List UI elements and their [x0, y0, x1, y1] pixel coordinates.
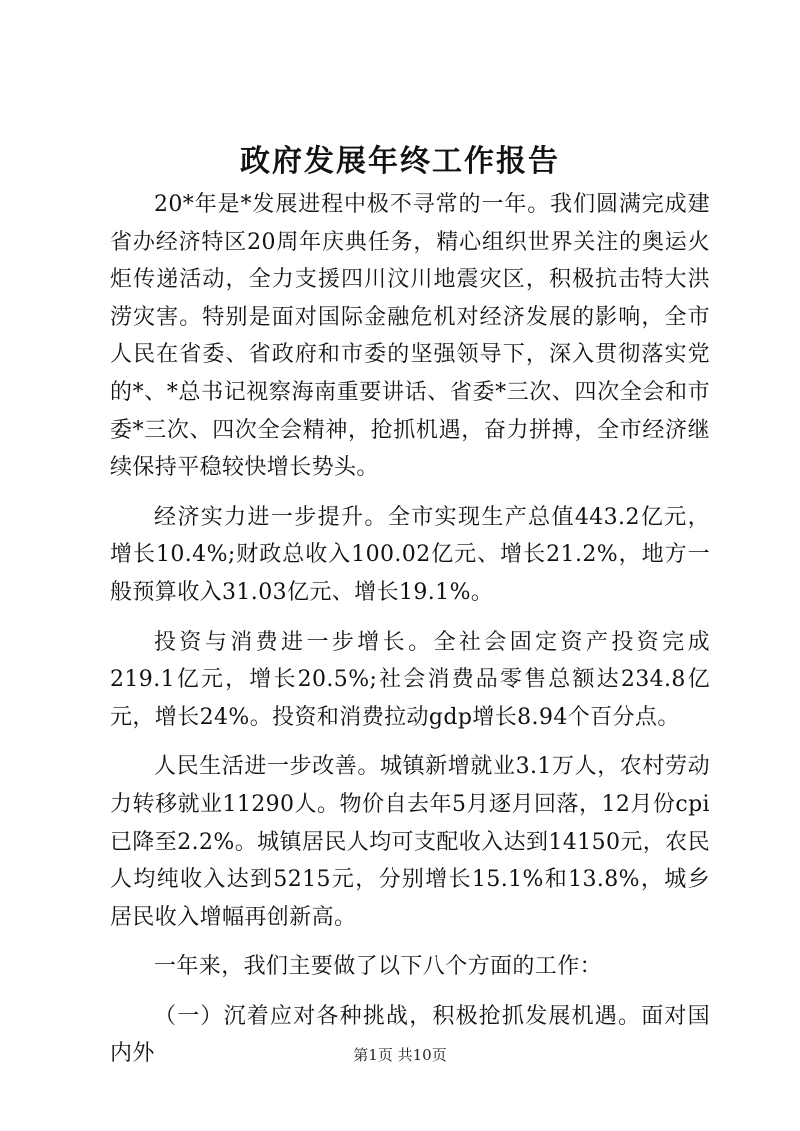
document-body: [110, 186, 710, 1085]
paragraph-economy: 经济实力进一步提升。全市实现生产总值443.2亿元，增长10.4%;财政总收入100.02亿元、增长21.2%，地方一般预算收入31.03亿元、增长19.1%。: [110, 504, 710, 605]
paragraph-intro: 20*年是*发展进程中极不寻常的一年。我们圆满完成建省办经济特区20周年庆典任务，精心组织世界关注的奥运火炬传递活动，全力支援四川汶川地震灾区，积极抗击特大洪涝灾害。特别是面对国际金融危机对经济发展的影响，全市人民在省委、省政府和市委的坚强领导下，深入贯彻落实党的*、*总书记视察海南重要讲话、省委*三次、四次全会和市委*三次、四次全会精神，抢抓机遇，奋力拼搏，全市经济继续保持平稳较快增长势头。: [110, 192, 710, 481]
document-title: 政府发展年终工作报告: [240, 144, 560, 179]
page-number: 第1页 共10页: [353, 1046, 447, 1064]
paragraph-section-one: （一）沉着应对各种挑战，积极抢抓发展机遇。面对国内外: [110, 1003, 710, 1067]
paragraph-investment: 投资与消费进一步增长。全社会固定资产投资完成219.1亿元，增长20.5%;社会消费品零售总额达234.8亿元，增长24%。投资和消费拉动gdp增长8.94个百分点。: [110, 629, 710, 730]
paragraph-livelihood: 人民生活进一步改善。城镇新增就业3.1万人，农村劳动力转移就业11290人。物价自去年5月逐月回落，12月份cpi已降至2.2%。城镇居民人均可支配收入达到14150元，农民人均纯收入达到5215元，分别增长15.1%和13.8%，城乡居民收入增幅再创新高。: [110, 754, 710, 930]
paragraph-work-summary: 一年来，我们主要做了以下八个方面的工作：: [154, 954, 603, 980]
